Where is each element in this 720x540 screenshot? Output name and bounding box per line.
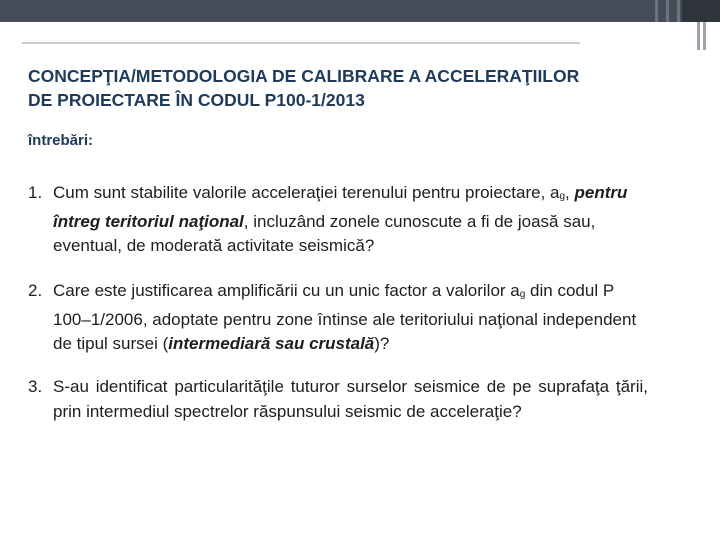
title-line-2: DE PROIECTARE ÎN CODUL P100-1/2013 xyxy=(28,90,365,110)
question-2 xyxy=(28,279,648,357)
decor-stripe xyxy=(655,0,658,22)
slide-title xyxy=(28,64,688,112)
top-dark-block xyxy=(682,0,720,22)
question-1 xyxy=(28,181,648,259)
question-number: 2. xyxy=(28,281,43,300)
question-text: Care este justificarea amplificării cu un unic factor a valorilor ag din codul P 100–1/2006, adoptate pentru zone întinse ale teritoriului naţional independent de tipul sursei (intermediară sau crustală)? xyxy=(53,281,637,353)
header-underline xyxy=(22,42,580,44)
question-emphasis: intermediară sau crustală xyxy=(168,334,375,353)
question-number: 3. xyxy=(28,377,43,396)
slide-subtitle: întrebări: xyxy=(28,132,94,149)
decor-stripe xyxy=(666,0,669,22)
question-text: Cum sunt stabilite valorile acceleraţiei terenului pentru proiectare, ag, pentru întreg teritoriul naţional, incluzând zonele cunoscute a fi de joasă sau, eventual, de moderată activitate seismică? xyxy=(53,183,628,255)
top-decorative-bar xyxy=(0,0,720,22)
side-decor-bars xyxy=(692,22,706,50)
question-number: 1. xyxy=(28,183,43,202)
decor-stripe xyxy=(677,0,680,22)
question-text: S-au identificat particularităţile tuturor surselor seismice de pe suprafaţa ţării, prin intermediul spectrelor răspunsului seismic de acceleraţie? xyxy=(53,377,648,421)
question-3 xyxy=(28,375,648,424)
title-line-1: CONCEPŢIA/METODOLOGIA DE CALIBRARE A ACCELERAŢIILOR xyxy=(28,66,580,86)
question-emphasis: pentru întreg teritoriul naţional xyxy=(53,183,628,231)
